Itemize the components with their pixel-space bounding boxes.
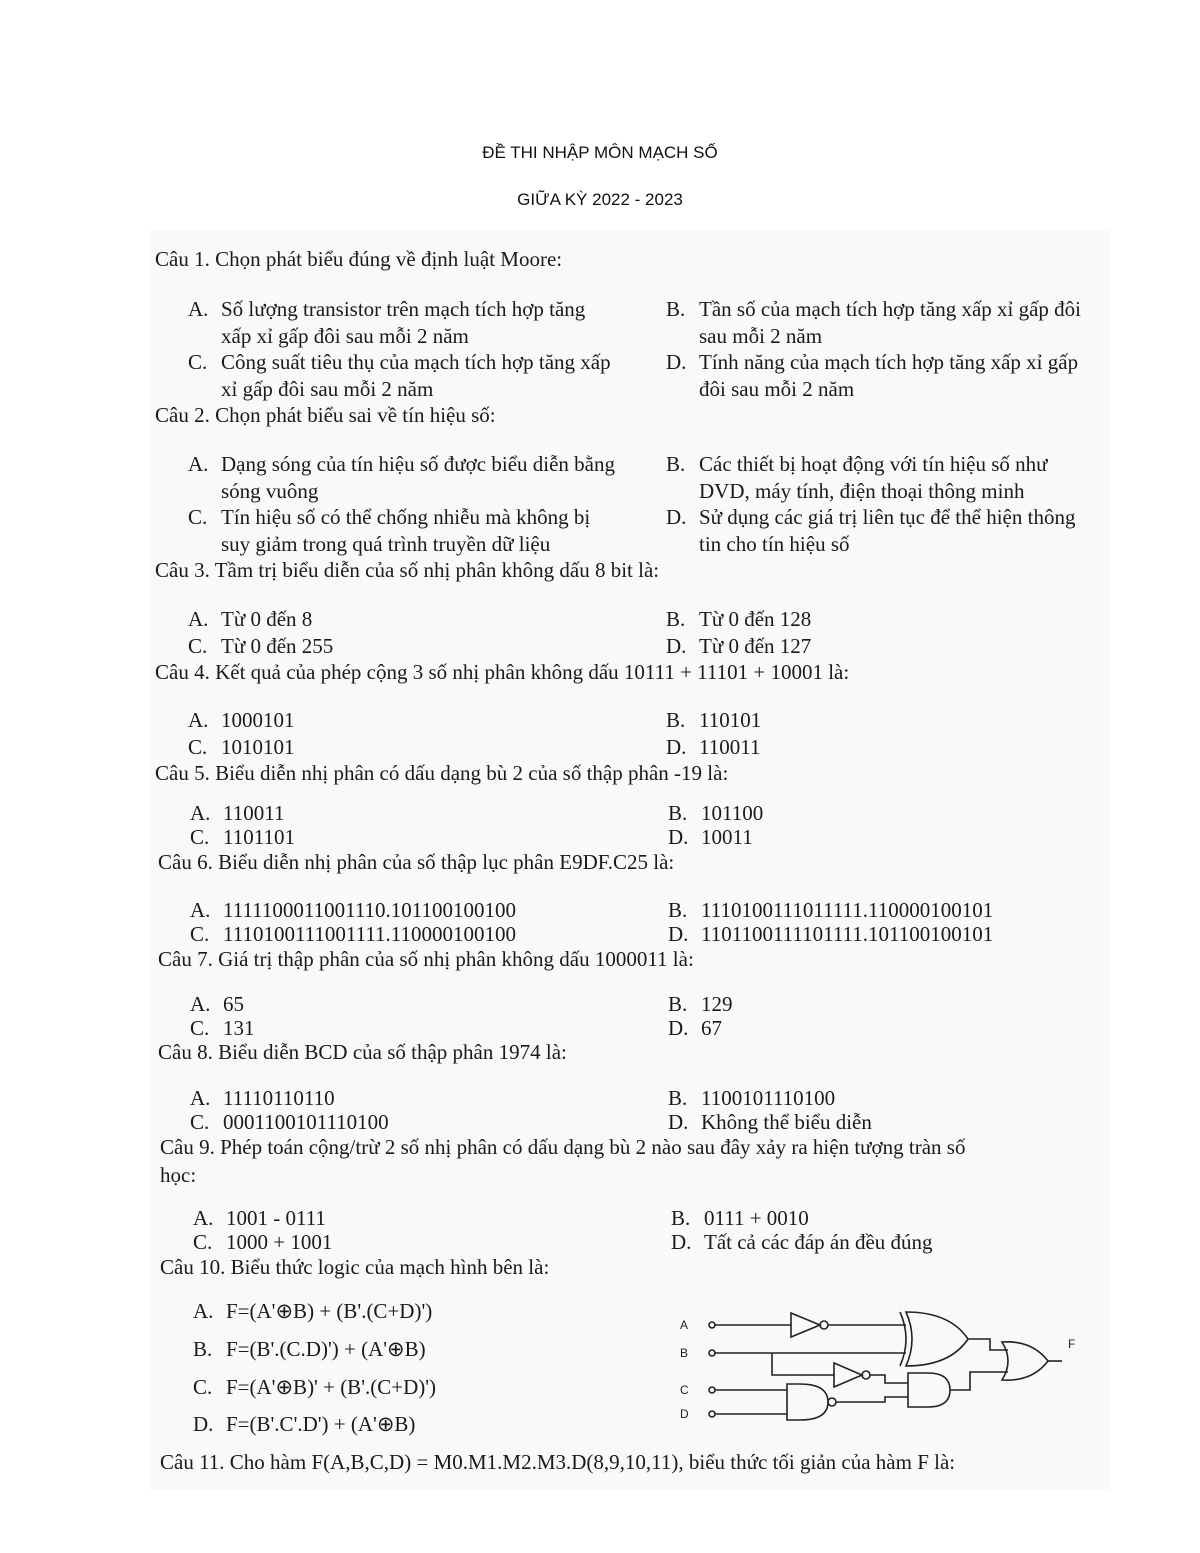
option-letter: B. xyxy=(668,801,688,825)
option-text: Tất cả các đáp án đều đúng xyxy=(704,1230,933,1254)
option-letter: B. xyxy=(668,1086,688,1110)
option-letter: D. xyxy=(668,1110,689,1134)
and-gate-cd xyxy=(787,1384,828,1420)
option-letter: D. xyxy=(666,505,687,529)
option-text: Công suất tiêu thụ của mạch tích hợp tăng xấp xỉ gấp đôi sau mỗi 2 năm xyxy=(221,350,611,401)
option-text: 131 xyxy=(223,1016,255,1040)
option-text: 1110100111011111.110000100101 xyxy=(701,898,994,922)
option-letter: A. xyxy=(190,898,211,922)
option-letter: A. xyxy=(190,1086,211,1110)
option-letter: B. xyxy=(671,1206,691,1230)
label-a: A xyxy=(680,1318,689,1332)
option-letter: C. xyxy=(193,1375,213,1399)
option-letter: D. xyxy=(668,1016,689,1040)
option-letter: B. xyxy=(666,297,686,321)
question-2: Câu 2. Chọn phát biểu sai về tín hiệu số: xyxy=(155,403,496,427)
option-text: 0111 + 0010 xyxy=(704,1206,809,1230)
option-text: 1111100011001110.101100100100 xyxy=(223,898,517,922)
option-letter: A. xyxy=(193,1206,214,1230)
option-letter: B. xyxy=(668,992,688,1016)
option-letter: D. xyxy=(668,825,689,849)
option-letter: A. xyxy=(188,708,209,732)
and-gate xyxy=(908,1373,950,1407)
option-letter: A. xyxy=(190,801,211,825)
question-9: Câu 9. Phép toán cộng/trừ 2 số nhị phân có dấu dạng bù 2 nào sau đây xảy ra hiện tượng tràn số xyxy=(160,1135,966,1159)
option-letter: C. xyxy=(190,1110,210,1134)
logic-circuit-diagram xyxy=(670,1300,1090,1440)
option-letter: C. xyxy=(188,505,208,529)
option-letter: C. xyxy=(190,825,210,849)
option-letter: C. xyxy=(188,634,208,658)
option-text: Không thể biểu diễn xyxy=(701,1110,872,1134)
option-text: Tín hiệu số có thể chống nhiễu mà không bị suy giảm trong quá trình truyền dữ liệu xyxy=(221,505,591,556)
input-d-terminal xyxy=(709,1411,715,1417)
option-text: 65 xyxy=(223,992,244,1016)
option-letter: C. xyxy=(193,1230,213,1254)
option-text: Tần số của mạch tích hợp tăng xấp xỉ gấp đôi sau mỗi 2 năm xyxy=(699,297,1081,348)
label-d: D xyxy=(680,1407,689,1421)
option-text: 110101 xyxy=(699,708,762,732)
option-letter: B. xyxy=(666,607,686,631)
not-gate-a xyxy=(791,1313,820,1337)
option-text: F=(A'⊕B)' + (B'.(C+D)') xyxy=(226,1375,436,1399)
option-text: 129 xyxy=(701,992,733,1016)
question-5: Câu 5. Biểu diễn nhị phân có dấu dạng bù 2 của số thập phân -19 là: xyxy=(155,761,729,785)
question-10: Câu 10. Biểu thức logic của mạch hình bên là: xyxy=(160,1255,550,1279)
option-text: 1010101 xyxy=(221,735,295,759)
question-1: Câu 1. Chọn phát biểu đúng về định luật Moore: xyxy=(155,247,563,271)
option-text: F=(A'⊕B) + (B'.(C+D)') xyxy=(226,1299,433,1323)
option-text: 0001100101110100 xyxy=(223,1110,389,1134)
option-letter: D. xyxy=(671,1230,692,1254)
option-text: Số lượng transistor trên mạch tích hợp tăng xấp xỉ gấp đôi sau mỗi 2 năm xyxy=(221,297,586,348)
option-text: Từ 0 đến 255 xyxy=(221,634,334,658)
xor-gate-back xyxy=(900,1312,906,1366)
option-letter: B. xyxy=(193,1337,213,1361)
option-letter: A. xyxy=(188,452,209,476)
or-gate-output xyxy=(1002,1342,1048,1380)
question-6: Câu 6. Biểu diễn nhị phân của số thập lục phân E9DF.C25 là: xyxy=(158,850,675,874)
label-b: B xyxy=(680,1346,689,1360)
option-text: 67 xyxy=(701,1016,722,1040)
option-text: 1101101 xyxy=(223,825,295,849)
option-text: 1001 - 0111 xyxy=(226,1206,326,1230)
option-text: F=(B'.(C.D)') + (A'⊕B) xyxy=(226,1337,426,1361)
option-text: Dạng sóng của tín hiệu số được biểu diễn bằng sóng vuông xyxy=(221,452,615,503)
option-text: Từ 0 đến 127 xyxy=(699,634,812,658)
option-text: 1110100111001111.110000100100 xyxy=(223,922,517,946)
option-text: F=(B'.C'.D') + (A'⊕B) xyxy=(226,1412,416,1436)
option-letter: D. xyxy=(666,634,687,658)
option-letter: C. xyxy=(190,1016,210,1040)
option-text: 1000101 xyxy=(221,708,295,732)
question-11: Câu 11. Cho hàm F(A,B,C,D) = M0.M1.M2.M3.D(8,9,10,11), biểu thức tối giản của hàm F là: xyxy=(160,1450,956,1474)
option-letter: C. xyxy=(190,922,210,946)
option-text: Từ 0 đến 128 xyxy=(699,607,812,631)
option-letter: C. xyxy=(188,735,208,759)
option-text: 1101100111101111.101100100101 xyxy=(701,922,994,946)
option-text: 110011 xyxy=(699,735,761,759)
option-text: Sử dụng các giá trị liên tục để thể hiện thông tin cho tín hiệu số xyxy=(699,505,1076,556)
option-text: 110011 xyxy=(223,801,285,825)
option-letter: B. xyxy=(666,708,686,732)
option-text: 101100 xyxy=(701,801,764,825)
input-a-terminal xyxy=(709,1322,715,1328)
option-letter: D. xyxy=(668,922,689,946)
option-letter: D. xyxy=(193,1412,214,1436)
option-text: Các thiết bị hoạt động với tín hiệu số như DVD, máy tính, điện thoại thông minh xyxy=(699,452,1048,503)
xor-gate xyxy=(906,1312,968,1366)
input-b-terminal xyxy=(709,1350,715,1356)
option-text: 10011 xyxy=(701,825,753,849)
question-7: Câu 7. Giá trị thập phân của số nhị phân không dấu 1000011 là: xyxy=(158,947,694,971)
exam-title: ĐỀ THI NHẬP MÔN MẠCH SỐ xyxy=(482,143,718,162)
option-letter: D. xyxy=(666,735,687,759)
label-f: F xyxy=(1068,1337,1076,1351)
option-letter: D. xyxy=(666,350,687,374)
option-text: Tính năng của mạch tích hợp tăng xấp xỉ gấp đôi sau mỗi 2 năm xyxy=(699,350,1079,401)
exam-subtitle: GIỮA KỲ 2022 - 2023 xyxy=(517,190,683,209)
not-gate-b xyxy=(834,1363,862,1387)
option-text: Từ 0 đến 8 xyxy=(221,607,313,631)
option-letter: A. xyxy=(188,607,209,631)
question-4: Câu 4. Kết quả của phép cộng 3 số nhị phân không dấu 10111 + 11101 + 10001 là: xyxy=(155,660,850,684)
label-c: C xyxy=(680,1383,689,1397)
option-text: 1100101110100 xyxy=(701,1086,836,1110)
question-9-cont: học: xyxy=(160,1163,197,1187)
question-8: Câu 8. Biểu diễn BCD của số thập phân 1974 là: xyxy=(158,1040,567,1064)
question-3: Câu 3. Tầm trị biểu diễn của số nhị phân không dấu 8 bit là: xyxy=(155,558,660,582)
option-text: 1000 + 1001 xyxy=(226,1230,333,1254)
option-letter: B. xyxy=(668,898,688,922)
option-text: 11110110110 xyxy=(223,1086,335,1110)
input-c-terminal xyxy=(709,1387,715,1393)
option-letter: A. xyxy=(190,992,211,1016)
option-letter: A. xyxy=(193,1299,214,1323)
option-letter: B. xyxy=(666,452,686,476)
option-letter: A. xyxy=(188,297,209,321)
option-letter: C. xyxy=(188,350,208,374)
